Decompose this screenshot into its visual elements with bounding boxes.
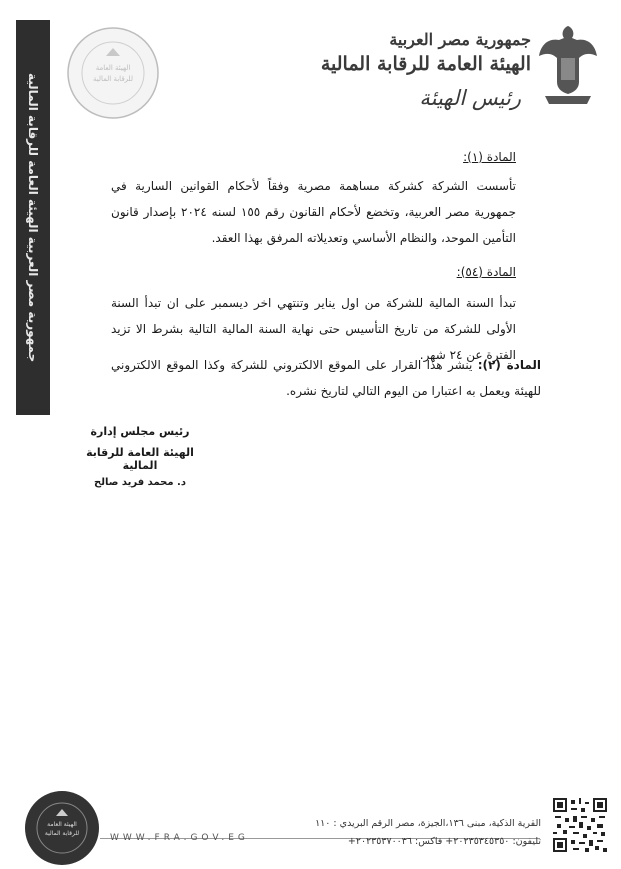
footer-address: القرية الذكية، مبنى ١٣٦،الجيزة، مصر الرقم البريدي : ١١٠ (315, 818, 541, 829)
article-2-heading: المادة (٢): (477, 358, 541, 372)
header-authority: الهيئة العامة للرقابة المالية (320, 53, 531, 75)
svg-text:للرقابة المالية: للرقابة المالية (93, 75, 133, 83)
header-country: جمهورية مصر العربية (389, 30, 531, 49)
article-2-text: ينشر هذا القرار على الموقع الالكتروني للشركة وكذا الموقع الالكتروني للهيئة ويعمل به اعتبارا من اليوم التالي لتاريخ نشره. (111, 358, 541, 398)
svg-text:للرقابة المالية: للرقابة المالية (44, 830, 80, 837)
footer-website[interactable]: WWW.FRA.GOV.EG (110, 833, 249, 843)
qr-code-icon[interactable] (551, 796, 609, 854)
article-2 (111, 352, 541, 404)
footer-contacts: تليفون: ٢٠٢٣٥٣٤٥٣٥٠+ فاكس: ٢٠٢٣٥٣٧٠٠٣٦+ (347, 836, 541, 847)
eagle-emblem-icon (537, 22, 599, 108)
fra-logo (66, 26, 160, 120)
svg-text:الهيئة العامة: الهيئة العامة (95, 64, 131, 72)
signature-authority: الهيئة العامة للرقابة المالية (86, 446, 194, 472)
signature-name: د. محمد فريد صالح (94, 477, 186, 488)
article-54-heading: المادة (٥٤): (456, 265, 516, 279)
svg-text:الهيئة العامة: الهيئة العامة (47, 821, 77, 828)
article-1-text: تأسست الشركة كشركة مساهمة مصرية وفقاً لأحكام القوانين السارية في جمهورية مصر العربية، وتخضع لأحكام القانون رقم ١٥٥ لسنه ٢٠٢٤ بإصدار قانون التأمين الموحد، والنظام الأساسي وتعديلاته المرفق بهذا العقد. (111, 179, 517, 245)
signature-title: رئيس مجلس إدارة (90, 425, 190, 438)
article-54-text: تبدأ السنة المالية للشركة من اول يناير وتنتهي اخر ديسمبر على ان تبدأ السنة الأولى للشركة من تاريخ التأسيس حتى نهاية السنة المالية التالية بشرط الا تزيد الفترة عن ٢٤ شهر. (111, 296, 516, 362)
fra-seal (24, 790, 100, 866)
side-strip-text: جمهورية مصر العربية الهيئة العامة للرقابة المالية (26, 72, 40, 363)
side-strip (16, 20, 50, 415)
header-chairman: رئيس الهيئة (419, 86, 521, 110)
article-1-heading: المادة (١): (463, 150, 516, 164)
